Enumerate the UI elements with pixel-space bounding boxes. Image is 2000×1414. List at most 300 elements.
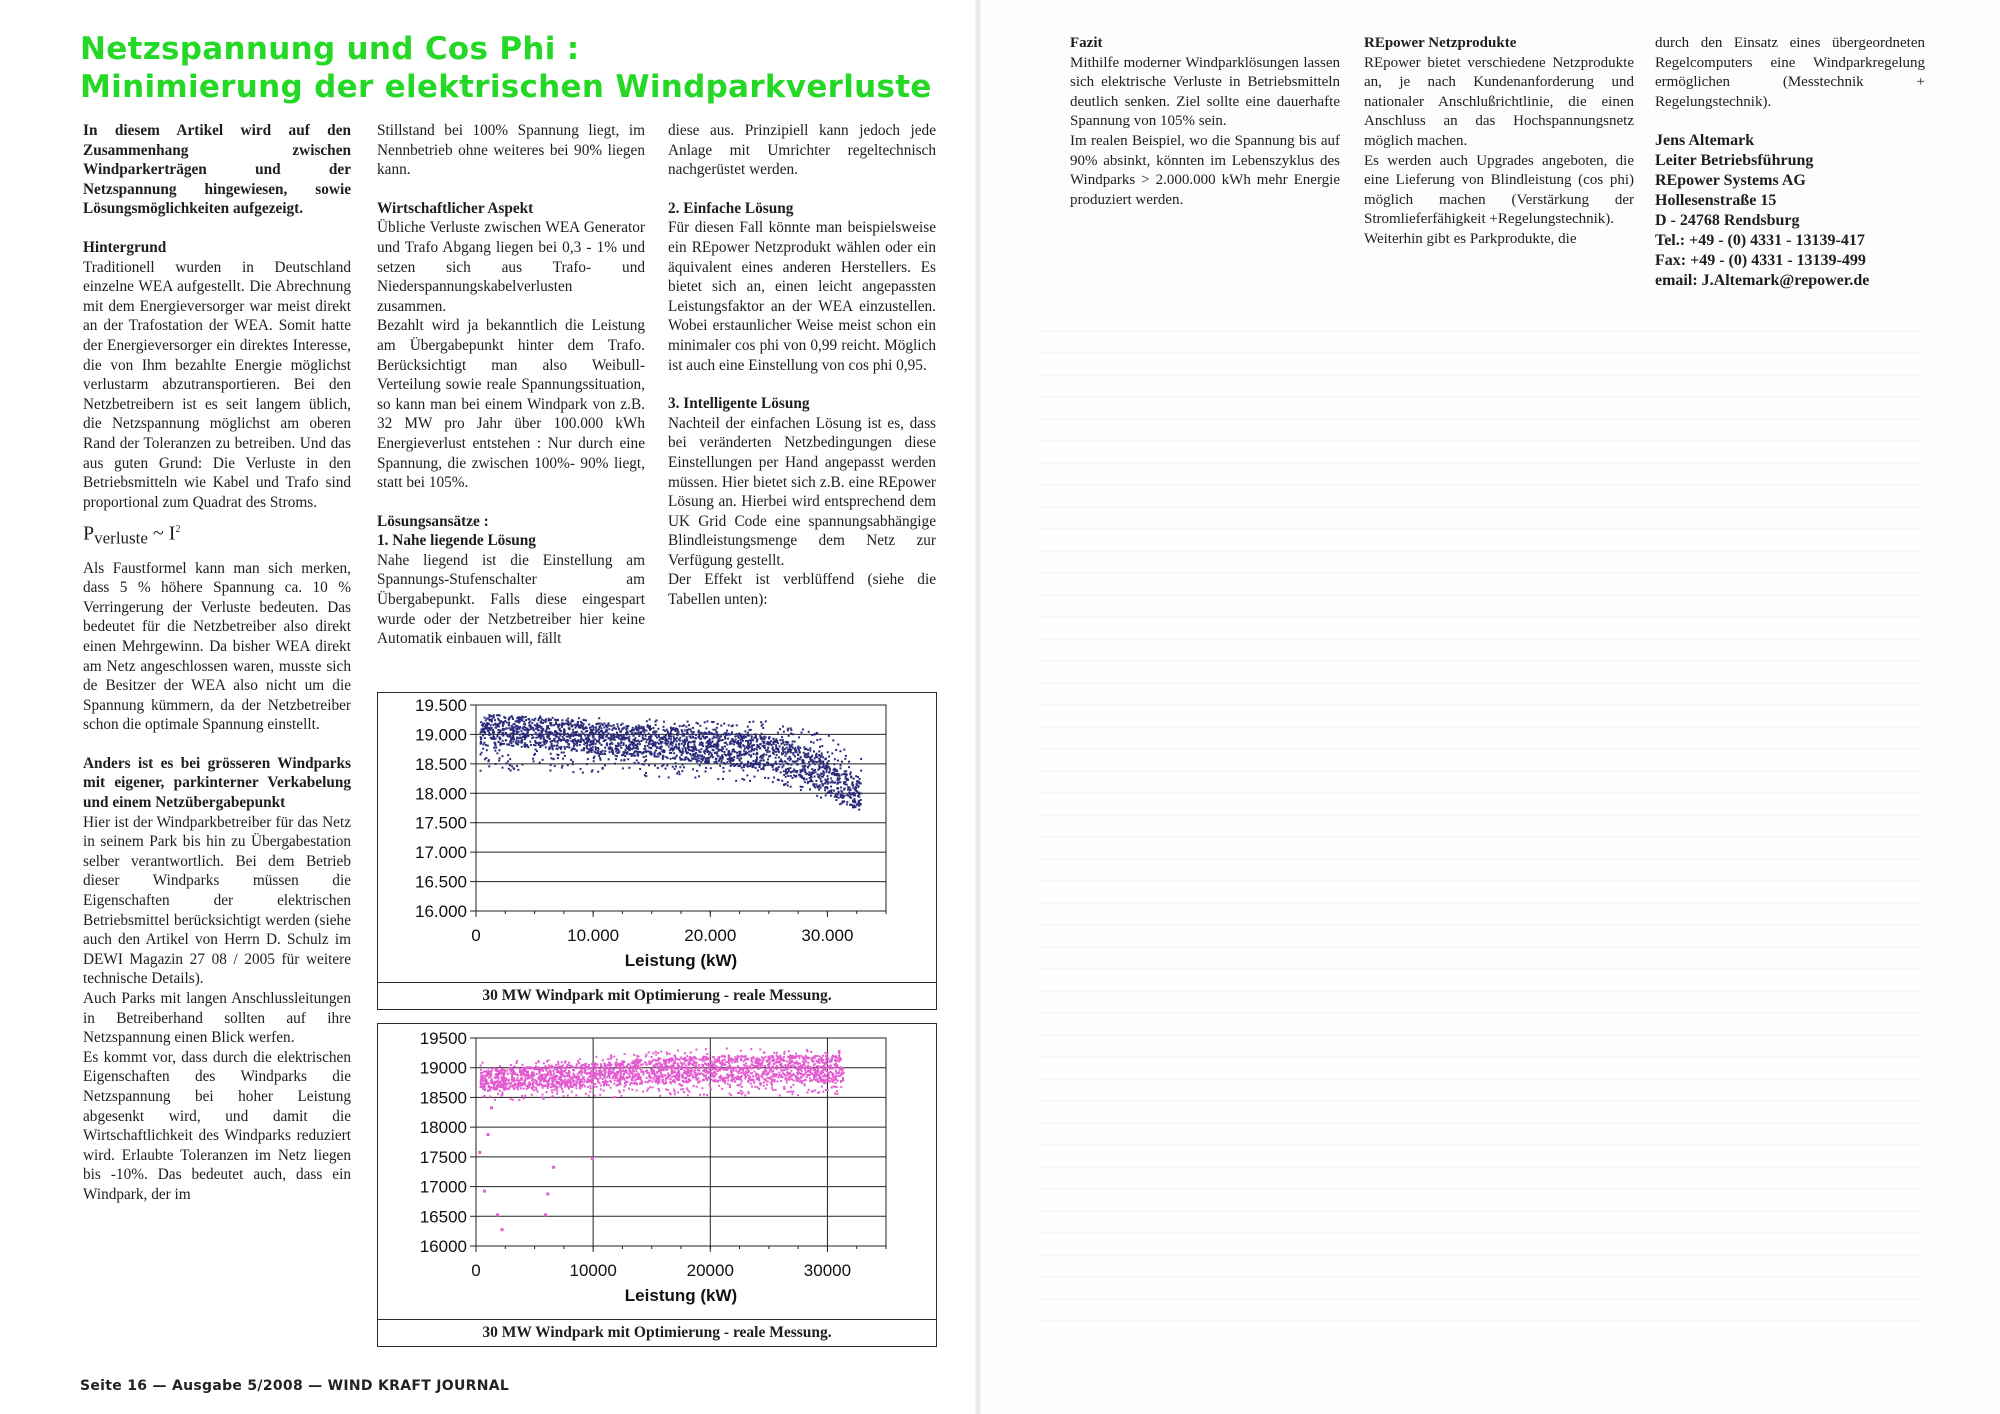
chart-1-point — [715, 729, 717, 731]
chart-1-point — [749, 746, 751, 748]
chart-1-point — [840, 786, 842, 788]
chart-1-point — [654, 743, 656, 745]
chart-1-point — [532, 758, 534, 760]
chart-2-point — [745, 1063, 747, 1065]
chart-2-point — [583, 1083, 585, 1085]
chart-1-point — [501, 755, 503, 757]
chart-1-point — [632, 727, 634, 729]
chart-1-point — [784, 755, 786, 757]
chart-1-point — [551, 743, 553, 745]
chart-1-point — [576, 742, 578, 744]
chart-1-point — [649, 719, 651, 721]
chart-1-point — [734, 735, 736, 737]
chart-1-point — [857, 795, 859, 797]
chart-2-point — [729, 1086, 731, 1088]
chart-1-point — [540, 745, 542, 747]
chart-1-point — [510, 740, 512, 742]
chart-2-point — [695, 1065, 697, 1067]
chart-1-point — [611, 743, 613, 745]
chart-2-point — [482, 1085, 484, 1087]
chart-1-point — [670, 738, 672, 740]
chart-1-point — [553, 738, 555, 740]
chart-2-point — [773, 1063, 775, 1065]
chart-1-point — [591, 740, 593, 742]
chart-1-point — [827, 792, 829, 794]
chart-1-point — [515, 720, 517, 722]
chart-1-point — [498, 760, 500, 762]
chart-2-point — [722, 1080, 724, 1082]
chart-1-point — [664, 768, 666, 770]
chart-1-point — [662, 755, 664, 757]
chart-1-point — [727, 738, 729, 740]
chart-1-point — [790, 775, 792, 777]
chart-1-point — [728, 724, 730, 726]
chart-1-point — [691, 746, 693, 748]
chart-1-point — [585, 719, 587, 721]
chart-1-point — [855, 787, 857, 789]
chart-2-point — [829, 1059, 831, 1061]
chart-1-point — [626, 725, 628, 727]
chart-2-point — [761, 1057, 763, 1059]
chart-1-point — [520, 718, 522, 720]
chart-2-point — [538, 1077, 540, 1079]
chart-2-point — [531, 1071, 533, 1073]
chart-1-point — [679, 737, 681, 739]
chart-1-point — [665, 756, 667, 758]
chart-1-point — [673, 752, 675, 754]
chart-1-point — [731, 757, 733, 759]
col3-continuation: diese aus. Prinzipiell kann jedoch jede Anlage mit Umrichter regeltechnisch nachgerüstet werden. — [668, 122, 936, 179]
chart-1-point — [796, 760, 798, 762]
chart-2-point — [771, 1059, 773, 1061]
chart-1-point — [801, 777, 803, 779]
chart-2-point — [664, 1074, 666, 1076]
naheliegend-heading: 1. Nahe liegende Lösung — [377, 532, 536, 550]
chart-1-ytick-label: 19.000 — [415, 725, 467, 745]
chart-1-point — [648, 764, 650, 766]
chart-1-point — [485, 719, 487, 721]
chart-1-ytick-label: 18.500 — [415, 754, 467, 774]
chart-2-point — [758, 1063, 760, 1065]
chart-1-point — [777, 732, 779, 734]
chart-1-point — [490, 724, 492, 726]
chart-1-point — [603, 740, 605, 742]
chart-1-point — [722, 778, 724, 780]
chart-1-point — [582, 725, 584, 727]
chart-1-point — [639, 743, 641, 745]
chart-1-point — [768, 737, 770, 739]
chart-2-point — [487, 1090, 489, 1092]
chart-2-point — [779, 1055, 781, 1057]
col2-continuation: Stillstand bei 100% Spannung liegt, im Nennbetrieb ohne weiteres bei 90% liegen kann. — [377, 122, 645, 179]
chart-1-point — [787, 729, 789, 731]
chart-2-point — [821, 1057, 823, 1059]
chart-2-xlabel: Leistung (kW) — [624, 1286, 738, 1305]
chart-1-point — [720, 761, 722, 763]
chart-2-point — [576, 1063, 578, 1065]
chart-2-point — [653, 1073, 655, 1075]
chart-1-point — [792, 770, 794, 772]
chart-2-point — [677, 1050, 679, 1052]
chart-1-point — [621, 754, 623, 756]
chart-1-point — [850, 793, 852, 795]
chart-1-point — [710, 752, 712, 754]
chart-1-point — [731, 731, 733, 733]
chart-1-point — [727, 758, 729, 760]
chart-2-point — [571, 1091, 573, 1093]
intro-text: In diesem Artikel wird auf den Zusammenhang zwischen Windparkerträgen und der Netzspannung hingewiesen, sowie Lösungsmöglichkeiten aufgezeigt. — [83, 122, 351, 218]
chart-1-point — [820, 776, 822, 778]
chart-2-point — [682, 1080, 684, 1082]
chart-2-point — [793, 1079, 795, 1081]
chart-2-point — [655, 1060, 657, 1062]
chart-1-point — [839, 750, 841, 752]
chart-1-point — [550, 757, 552, 759]
chart-2-point — [747, 1058, 749, 1060]
chart-1-point — [626, 737, 628, 739]
chart-1-point — [648, 747, 650, 749]
chart-1-point — [818, 750, 820, 752]
chart-2-point — [711, 1063, 713, 1065]
chart-1-point — [603, 723, 605, 725]
chart-1-point — [565, 739, 567, 741]
chart-2-point — [800, 1076, 802, 1078]
chart-1-point — [511, 765, 513, 767]
chart-1-point — [658, 776, 660, 778]
chart-1-point — [858, 809, 860, 811]
chart-1-point — [736, 757, 738, 759]
chart-1-point — [799, 758, 801, 760]
chart-2-point — [816, 1078, 818, 1080]
chart-1-point — [597, 748, 599, 750]
chart-1-point — [743, 745, 745, 747]
chart-2-point — [790, 1063, 792, 1065]
chart-1-point — [586, 739, 588, 741]
chart-2-point — [739, 1069, 741, 1071]
chart-1-point — [657, 753, 659, 755]
wirtschaft-text-1: Übliche Verluste zwischen WEA Generator und Trafo Abgang liegen bei 0,3 - 1% und setzen sich aus Trafo- und Niederspannungskabelverlusten zusammen. — [377, 219, 645, 315]
chart-2-point — [612, 1071, 614, 1073]
chart-1-point — [586, 730, 588, 732]
chart-2-point — [567, 1064, 569, 1066]
chart-1-point — [559, 738, 561, 740]
chart-1-point — [560, 746, 562, 748]
chart-1-point — [558, 733, 560, 735]
chart-2-point — [547, 1087, 549, 1089]
wirtschaft-text-2: Bezahlt wird ja bekanntlich die Leistung am Übergabepunkt hinter dem Trafo. Berücksichtigt man also Weibull-Verteilung sowie reale Spannungssituation, so kann man bei einem Windpark von z.B. 32 MW pro Jahr über 100.000 kWh Energieverlust entstehen : Nur durch eine Spannung, die zwischen 100%- 90% liegt, statt bei 105%. — [377, 317, 645, 492]
chart-2-point — [753, 1071, 755, 1073]
chart-2-point — [522, 1067, 524, 1069]
chart-2-point — [835, 1066, 837, 1068]
chart-2-point — [758, 1074, 760, 1076]
chart-2-point — [775, 1061, 777, 1063]
chart-1-point — [649, 725, 651, 727]
chart-2-point — [593, 1086, 595, 1088]
chart-1-point — [585, 727, 587, 729]
chart-2-point — [836, 1064, 838, 1066]
chart-1-point — [636, 759, 638, 761]
chart-2-point — [596, 1086, 598, 1088]
chart-1-point — [835, 799, 837, 801]
chart-1-point — [787, 741, 789, 743]
chart-1-point — [561, 719, 563, 721]
chart-2-point — [613, 1083, 615, 1085]
chart-1-point — [601, 744, 603, 746]
chart-2-point — [768, 1057, 770, 1059]
chart-1-point — [782, 739, 784, 741]
chart-2-point — [674, 1093, 676, 1095]
chart-2-point — [640, 1064, 642, 1066]
chart-2-point — [499, 1090, 501, 1092]
chart-1-xtick-label: 10.000 — [567, 926, 620, 945]
chart-1-point — [759, 756, 761, 758]
chart-1-point — [672, 742, 674, 744]
chart-2-point — [499, 1065, 501, 1067]
chart-1-point — [700, 748, 702, 750]
chart-1-point — [760, 721, 762, 723]
chart-1-point — [829, 782, 831, 784]
chart-2-point — [827, 1072, 829, 1074]
chart-1-point — [681, 731, 683, 733]
chart-1-point — [783, 774, 785, 776]
chart-1-point — [710, 767, 712, 769]
chart-1-point — [750, 754, 752, 756]
chart-2-point — [491, 1068, 493, 1070]
chart-1-point — [778, 766, 780, 768]
chart-2-point — [750, 1083, 752, 1085]
chart-2-point — [545, 1077, 547, 1079]
chart-2-point — [652, 1052, 654, 1054]
chart-1-point — [794, 771, 796, 773]
chart-2-point — [763, 1085, 765, 1087]
chart-1-point — [511, 725, 513, 727]
chart-1-point — [599, 725, 601, 727]
chart-2-point — [711, 1073, 713, 1075]
chart-2-point — [562, 1080, 564, 1082]
chart-1-point — [814, 733, 816, 735]
chart-2-point — [498, 1081, 500, 1083]
chart-1-point — [806, 778, 808, 780]
chart-1-point — [692, 750, 694, 752]
chart-1-point — [833, 763, 835, 765]
chart-1-point — [525, 734, 527, 736]
chart-1-point — [656, 737, 658, 739]
chart-1-point — [670, 730, 672, 732]
chart-1-point — [540, 727, 542, 729]
chart-1-point — [543, 740, 545, 742]
chart-1-point — [676, 772, 678, 774]
chart-1-point — [831, 789, 833, 791]
chart-2-ytick-label: 18000 — [419, 1118, 467, 1138]
chart-2-point — [553, 1073, 555, 1075]
chart-1-point — [704, 732, 706, 734]
chart-1-point — [517, 727, 519, 729]
chart-1-point — [670, 742, 672, 744]
chart-1-point — [581, 749, 583, 751]
chart-1-point — [664, 730, 666, 732]
chart-2-point — [798, 1070, 800, 1072]
chart-1-point — [790, 758, 792, 760]
chart-2-point — [632, 1068, 634, 1070]
chart-1-point — [583, 740, 585, 742]
chart-1-point — [803, 752, 805, 754]
chart-2-point — [789, 1061, 791, 1063]
chart-2-point — [581, 1071, 583, 1073]
chart-1-point — [796, 763, 798, 765]
chart-2-point — [552, 1070, 554, 1072]
chart-2-point — [533, 1079, 535, 1081]
chart-1-point — [591, 731, 593, 733]
chart-2-point — [823, 1082, 825, 1084]
chart-1-point — [657, 755, 659, 757]
chart-2-point — [505, 1086, 507, 1088]
chart-2-point — [660, 1072, 662, 1074]
chart-1-point — [558, 736, 560, 738]
chart-2-point — [553, 1089, 555, 1091]
chart-1-point — [699, 755, 701, 757]
chart-1-point — [656, 756, 658, 758]
chart-2-point — [711, 1078, 713, 1080]
chart-1-point — [681, 754, 683, 756]
chart-2-point — [515, 1062, 517, 1064]
chart-1-point — [790, 751, 792, 753]
chart-1-point — [611, 725, 613, 727]
chart-2-point — [658, 1062, 660, 1064]
chart-1-point — [765, 736, 767, 738]
chart-1-point — [743, 779, 745, 781]
chart-1-point — [628, 736, 630, 738]
chart-1-point — [828, 755, 830, 757]
chart-1-point — [570, 759, 572, 761]
chart-1-point — [799, 747, 801, 749]
chart-2-point — [769, 1069, 771, 1071]
chart-2-point — [838, 1060, 840, 1062]
chart-2-point — [798, 1057, 800, 1059]
chart-2-point — [603, 1090, 605, 1092]
chart-1-point — [488, 723, 490, 725]
chart-2-point — [589, 1091, 591, 1093]
chart-2-point — [493, 1084, 495, 1086]
chart-2-point — [528, 1074, 530, 1076]
chart-1-point — [518, 737, 520, 739]
chart-2-point — [712, 1066, 714, 1068]
chart-1-point — [811, 759, 813, 761]
chart-1-point — [786, 762, 788, 764]
chart-1-point — [531, 737, 533, 739]
chart-2-point — [758, 1088, 760, 1090]
chart-1-point — [573, 731, 575, 733]
chart-1-point — [717, 745, 719, 747]
chart-1-point — [506, 728, 508, 730]
chart-1-point — [498, 741, 500, 743]
chart-1-point — [502, 735, 504, 737]
chart-2-point — [490, 1086, 492, 1088]
chart-2-point — [599, 1075, 601, 1077]
chart-2-point — [730, 1068, 732, 1070]
chart-2-point — [514, 1082, 516, 1084]
chart-1-point — [692, 727, 694, 729]
chart-1-point — [820, 763, 822, 765]
chart-1-point — [660, 748, 662, 750]
chart-2-point — [657, 1060, 659, 1062]
chart-1-point — [539, 762, 541, 764]
chart-2-point — [712, 1080, 714, 1082]
chart-2-point — [558, 1078, 560, 1080]
chart-2-point — [595, 1070, 597, 1072]
chart-1-point — [487, 729, 489, 731]
chart-1-point — [761, 733, 763, 735]
chart-1-point — [592, 749, 594, 751]
chart-1-point — [720, 725, 722, 727]
chart-1-point — [695, 749, 697, 751]
chart-1-point — [832, 781, 834, 783]
chart-1-point — [638, 762, 640, 764]
chart-1-point — [721, 750, 723, 752]
chart-1-point — [563, 732, 565, 734]
chart-1-point — [493, 747, 495, 749]
chart-2-point — [568, 1088, 570, 1090]
chart-2-point — [790, 1086, 792, 1088]
chart-1-point — [686, 756, 688, 758]
chart-2-point — [603, 1082, 605, 1084]
chart-2-point — [657, 1078, 659, 1080]
chart-1-point — [789, 767, 791, 769]
chart-2-point — [578, 1078, 580, 1080]
chart-1-point — [568, 746, 570, 748]
chart-1-point — [837, 744, 839, 746]
chart-1-point — [594, 738, 596, 740]
chart-2-point — [812, 1061, 814, 1063]
chart-1-point — [637, 753, 639, 755]
chart-1-point — [824, 767, 826, 769]
chart-2-point — [838, 1053, 840, 1055]
chart-1-point — [493, 717, 495, 719]
chart-2-point — [824, 1052, 826, 1054]
chart-2-point — [604, 1063, 606, 1065]
chart-1-point — [587, 748, 589, 750]
chart-1-point — [819, 738, 821, 740]
chart-1-point — [696, 770, 698, 772]
chart-2-point — [609, 1062, 611, 1064]
chart-1-point — [772, 765, 774, 767]
chart-1-point — [595, 743, 597, 745]
chart-1-point — [754, 748, 756, 750]
chart-2-point — [655, 1054, 657, 1056]
chart-2-point — [809, 1077, 811, 1079]
chart-1-point — [722, 767, 724, 769]
chart-2-point — [775, 1075, 777, 1077]
chart-1-point — [600, 727, 602, 729]
chart-2-point — [526, 1088, 528, 1090]
chart-1-point — [488, 727, 490, 729]
chart-2-point — [599, 1077, 601, 1079]
chart-1-point — [813, 750, 815, 752]
chart-1-point — [772, 742, 774, 744]
chart-1-point — [533, 744, 535, 746]
chart-2-point — [836, 1090, 838, 1092]
chart-1-point — [671, 748, 673, 750]
chart-1-point — [497, 729, 499, 731]
chart-1-point — [858, 805, 860, 807]
chart-1-point — [480, 721, 482, 723]
chart-1-point — [831, 752, 833, 754]
chart-1-point — [814, 769, 816, 771]
chart-1-point — [828, 735, 830, 737]
chart-1-point — [557, 726, 559, 728]
chart-1-point — [634, 762, 636, 764]
chart-2-point — [805, 1067, 807, 1069]
chart-2-point — [669, 1075, 671, 1077]
